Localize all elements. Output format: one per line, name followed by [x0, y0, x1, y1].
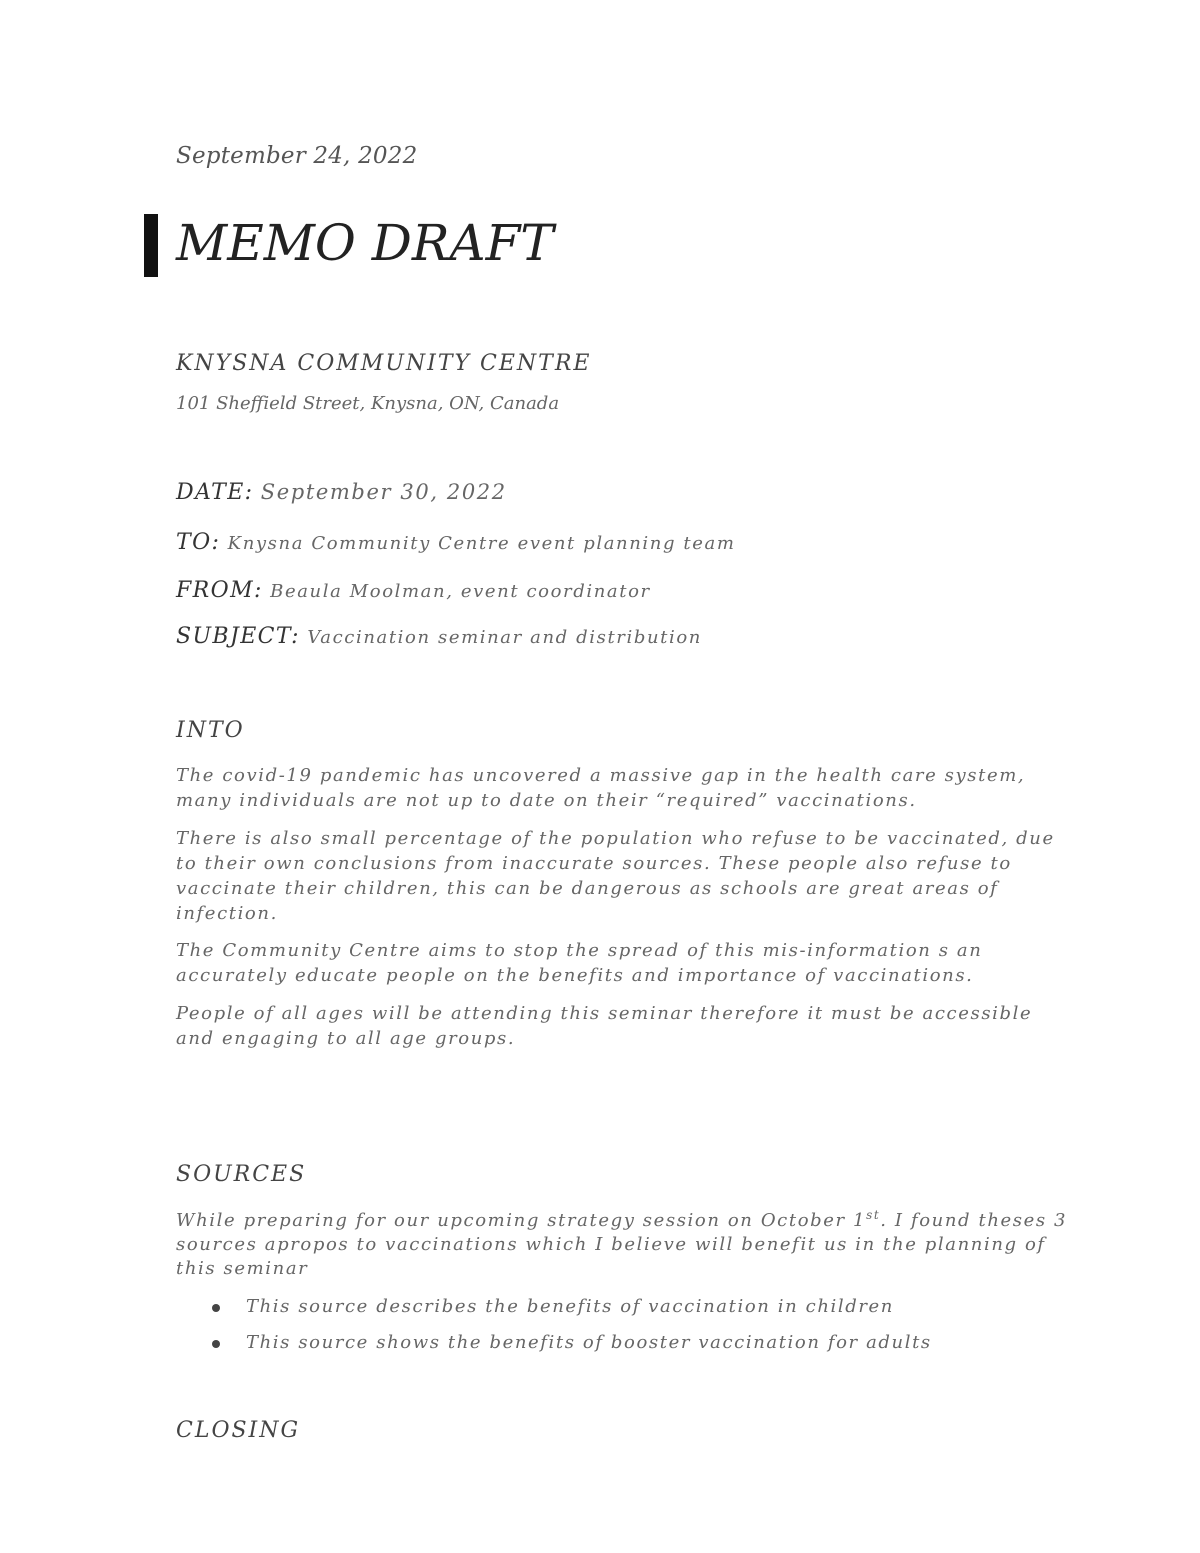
intro-paragraph-line: and engaging to all age groups.	[176, 1028, 516, 1049]
memo-field-label: SUBJECT:	[176, 624, 300, 649]
memo-field-to	[176, 530, 736, 555]
memo-field-label: FROM:	[176, 578, 263, 603]
organization-name: KNYSNA COMMUNITY CENTRE	[176, 351, 592, 376]
intro-paragraph-line: to their own conclusions from inaccurate sources. These people also refuse to	[176, 853, 1012, 874]
memo-field-date	[176, 480, 507, 505]
organization-address: 101 Sheffield Street, Knysna, ON, Canada	[176, 393, 560, 414]
sources-heading: SOURCES	[176, 1162, 307, 1187]
intro-paragraph-line: infection.	[176, 903, 278, 924]
source-list-item: This source shows the benefits of booster vaccination for adults	[246, 1332, 932, 1353]
sources-intro-line	[176, 1208, 1067, 1231]
sources-intro-line: sources apropos to vaccinations which I believe will benefit us in the planning of	[176, 1234, 1046, 1255]
intro-paragraph-line: People of all ages will be attending this seminar therefore it must be accessible	[176, 1003, 1033, 1024]
sources-intro-text: While preparing for our upcoming strategy session on October 1	[176, 1210, 867, 1231]
sources-intro-text: . I found theses 3	[880, 1210, 1068, 1231]
source-list-item: This source describes the benefits of vaccination in children	[246, 1296, 894, 1317]
memo-field-value: Knysna Community Centre event planning team	[227, 533, 736, 554]
title-accent-bar	[144, 214, 158, 277]
intro-paragraph-line: There is also small percentage of the population who refuse to be vaccinated, due	[176, 828, 1055, 849]
page-title: MEMO DRAFT	[176, 214, 554, 272]
memo-field-label: DATE:	[176, 480, 254, 505]
memo-field-label: TO:	[176, 530, 221, 555]
intro-paragraph-line: many individuals are not up to date on their “required” vaccinations.	[176, 790, 917, 811]
bullet-icon	[212, 1304, 220, 1312]
closing-heading: CLOSING	[176, 1418, 301, 1443]
intro-paragraph-line: The Community Centre aims to stop the spread of this mis-information s an	[176, 940, 983, 961]
memo-field-value: Beaula Moolman, event coordinator	[270, 581, 651, 602]
memo-field-from	[176, 578, 651, 603]
memo-field-subject	[176, 624, 702, 649]
intro-paragraph-line: The covid-19 pandemic has uncovered a massive gap in the health care system,	[176, 765, 1026, 786]
memo-field-value: Vaccination seminar and distribution	[307, 627, 702, 648]
bullet-icon	[212, 1340, 220, 1348]
ordinal-suffix: st	[866, 1208, 881, 1222]
intro-paragraph-line: accurately educate people on the benefits and importance of vaccinations.	[176, 965, 974, 986]
intro-paragraph-line: vaccinate their children, this can be dangerous as schools are great areas of	[176, 878, 999, 899]
intro-heading: INTO	[176, 718, 245, 743]
memo-field-value: September 30, 2022	[260, 480, 507, 504]
document-date: September 24, 2022	[176, 143, 418, 169]
sources-intro-line: this seminar	[176, 1258, 309, 1279]
